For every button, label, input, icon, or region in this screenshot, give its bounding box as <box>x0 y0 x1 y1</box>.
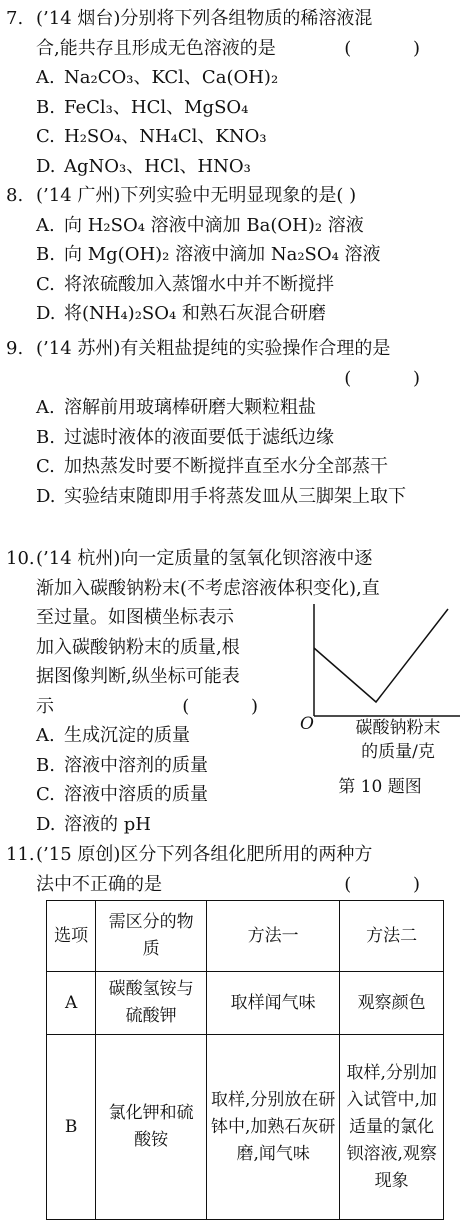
table-header-cell: 方法二 <box>340 901 444 972</box>
question-stem: (’14 苏州)有关粗盐提纯的实验操作合理的是 <box>36 338 391 359</box>
table-cell: 氯化钾和硫酸铵 <box>96 1035 207 1220</box>
option-d: D. AgNO₃、HCl、HNO₃ <box>36 155 251 177</box>
question-number: 10. <box>6 548 35 569</box>
option-c: C. 加热蒸发时要不断搅拌直至水分全部蒸干 <box>36 456 388 477</box>
option-a: A. 向 H₂SO₄ 溶液中滴加 Ba(OH)₂ 溶液 <box>36 214 364 236</box>
option-c: C. 溶液中溶质的质量 <box>36 784 208 805</box>
option-c: C. H₂SO₄、NH₄Cl、KNO₃ <box>36 126 267 147</box>
table-row <box>47 972 444 1035</box>
question-stem: (’14 杭州)向一定质量的氢氧化钡溶液中逐 <box>36 548 373 569</box>
table-header-cell: 选项 <box>47 901 96 972</box>
question-stem: 合,能共存且形成无色溶液的是 <box>36 37 276 59</box>
graph-x-axis-label: 碳酸钠粉末 的质量/克 <box>355 718 441 762</box>
question-stem: (’14 广州)下列实验中无明显现象的是( ) <box>36 185 357 206</box>
table-cell: 取样,分别放在研钵中,加熟石灰研磨,闻气味 <box>206 1035 339 1220</box>
graph-curve <box>314 609 448 702</box>
option-a: A. 生成沉淀的质量 <box>36 725 190 746</box>
question-9 <box>6 334 458 511</box>
option-a: A. Na₂CO₃、KCl、Ca(OH)₂ <box>36 67 279 88</box>
table-row <box>47 1035 444 1220</box>
table-cell: 取样闻气味 <box>206 972 339 1035</box>
option-b: B. 过滤时液体的液面要低于滤纸边缘 <box>36 426 334 448</box>
option-a: A. 溶解前用玻璃棒研磨大颗粒粗盐 <box>36 397 316 418</box>
question-stem: (’15 原创)区分下列各组化肥所用的两种方 <box>36 844 373 865</box>
question-number: 11. <box>6 844 35 865</box>
option-c: C. 将浓硫酸加入蒸馏水中并不断搅拌 <box>36 273 334 295</box>
answer-parentheses: ( ) <box>344 37 448 59</box>
answer-parentheses: ( ) <box>344 873 448 895</box>
graph-origin-label: O <box>300 714 314 734</box>
answer-parentheses: ( ) <box>182 695 286 717</box>
option-d: D. 溶液的 pH <box>36 813 151 835</box>
option-d: D. 实验结束随即用手将蒸发皿从三脚架上取下 <box>36 485 406 507</box>
question-10: 10.(’14 杭州)向一定质量的氢氧化钡溶液中逐 渐加入碳酸钠粉末(不考虑溶液体积变化),直 至过量。如图横坐标表示 加入碳酸钠粉末的质量,根 据图像判断,纵坐标可能表 示 ( ) A. 生成沉淀的质量 B. 溶液中溶剂的质量 C. 溶液中溶质的质量 D. 溶液的 pH <box>6 544 458 839</box>
table-cell: 观察颜色 <box>340 972 444 1035</box>
question-number: 9. <box>6 338 24 359</box>
table-header-cell: 方法一 <box>206 901 339 972</box>
question-number: 8. <box>6 185 24 206</box>
option-b: B. 溶液中溶剂的质量 <box>36 754 208 776</box>
question-8 <box>6 181 458 329</box>
question-number: 7. <box>6 8 24 29</box>
option-b: B. 向 Mg(OH)₂ 溶液中滴加 Na₂SO₄ 溶液 <box>36 244 381 265</box>
table-header-row <box>47 901 444 972</box>
table-cell: 取样,分别加入试管中,加适量的氯化钡溶液,观察现象 <box>340 1035 444 1220</box>
methods-table <box>46 900 444 1220</box>
table-cell: A <box>47 972 96 1035</box>
option-b: B. FeCl₃、HCl、MgSO₄ <box>36 96 249 118</box>
table-cell: 碳酸氢铵与硫酸钾 <box>96 972 207 1035</box>
answer-parentheses: ( ) <box>344 367 448 389</box>
graph-caption: 第 10 题图 <box>338 777 422 797</box>
question-stem: (’14 烟台)分别将下列各组物质的稀溶液混 <box>36 8 373 29</box>
table-cell: B <box>47 1035 96 1220</box>
question-10-graph <box>300 604 460 797</box>
graph-axes <box>300 604 460 719</box>
question-11: 11.(’15 原创)区分下列各组化肥所用的两种方 法中不正确的是 ( ) <box>6 840 458 899</box>
option-d: D. 将(NH₄)₂SO₄ 和熟石灰混合研磨 <box>36 303 326 324</box>
table-header-cell: 需区分的物质 <box>96 901 207 972</box>
question-7 <box>6 4 458 181</box>
